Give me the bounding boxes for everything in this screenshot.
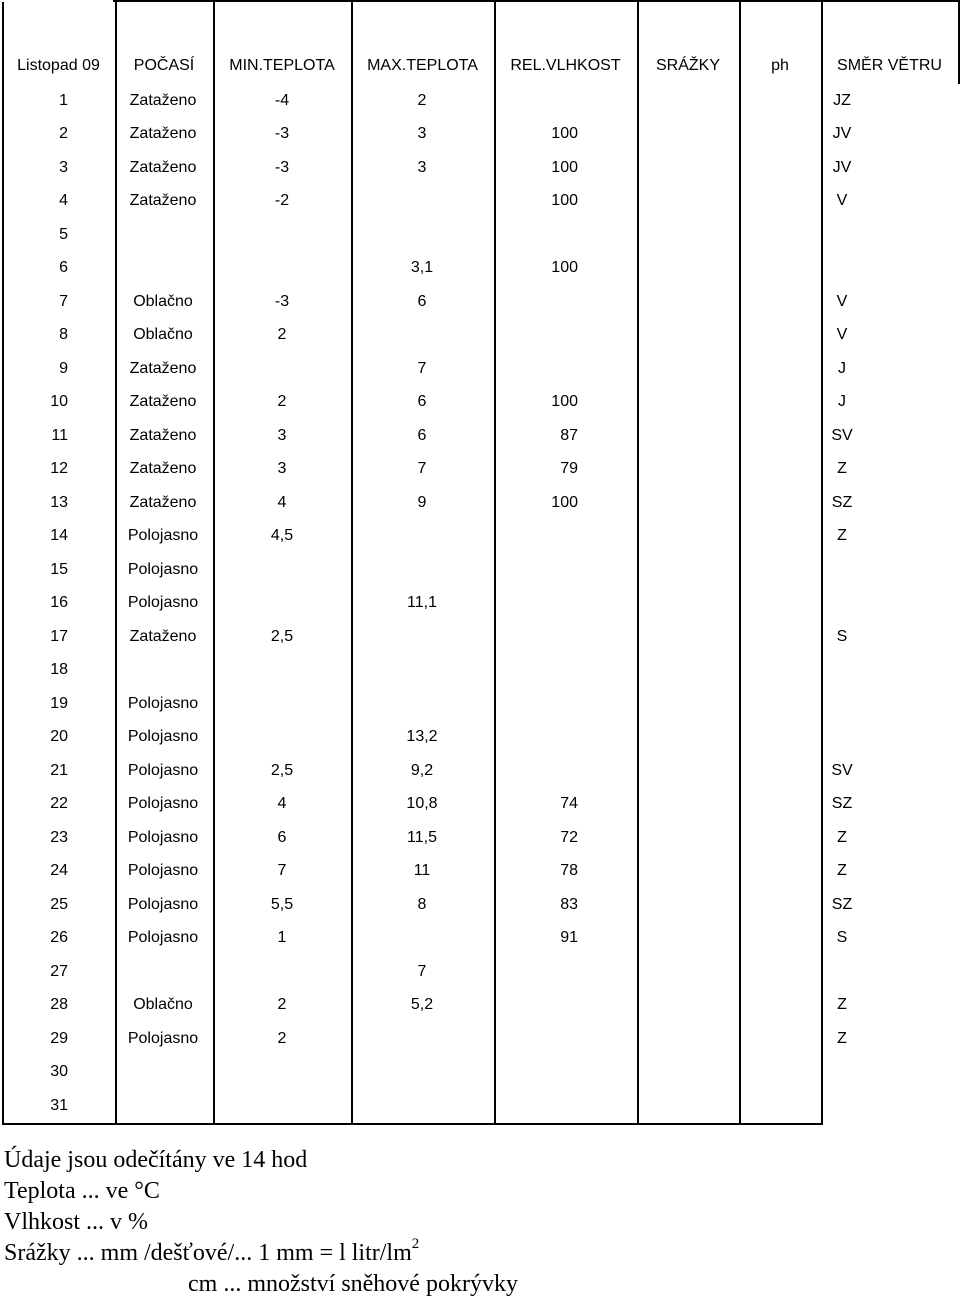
note-reading-time: Údaje jsou odečítány ve 14 hod [4,1147,308,1173]
cell-weather: Polojasno [127,1029,199,1047]
cell-weather: Zataženo [129,393,197,411]
cell-day: 20 [50,728,68,746]
cell-min-temp: 6 [277,828,287,846]
note-temperature-unit: Teplota ... ve °C [4,1178,160,1204]
cell-weather: Oblačno [133,996,193,1014]
cell-day: 8 [59,326,68,344]
cell-max-temp: 9 [417,493,427,511]
cell-day: 25 [50,895,68,913]
header-day: Listopad 09 [17,57,100,74]
header-rel-humidity: REL.VLHKOST [510,57,621,74]
cell-rel-humidity: 100 [551,125,578,143]
cell-day: 23 [50,828,68,846]
cell-rel-humidity: 100 [551,393,578,411]
header-precipitation: SRÁŽKY [655,57,720,74]
cell-rel-humidity: 100 [551,192,578,210]
cell-wind-direction: SZ [831,493,853,511]
cell-rel-humidity: 91 [560,929,578,947]
cell-wind-direction: Z [837,527,847,545]
header-max-temp: MAX.TEPLOTA [367,57,478,74]
cell-weather: Polojasno [127,761,199,779]
cell-weather: Polojasno [127,795,199,813]
cell-day: 2 [59,125,68,143]
note-precipitation-unit [4,1238,518,1269]
header-ph: ph [771,57,789,74]
cell-wind-direction: V [836,292,848,310]
cell-wind-direction: Z [837,1029,847,1047]
notes-section [4,1145,518,1300]
cell-min-temp: -3 [274,292,290,310]
cell-weather: Zataženo [129,359,197,377]
cell-min-temp: -3 [274,125,290,143]
cell-weather: Polojasno [127,929,199,947]
cell-weather: Zataženo [129,91,197,109]
cell-max-temp: 9,2 [410,761,434,779]
cell-day: 21 [50,761,68,779]
cell-min-temp: -2 [274,192,290,210]
cell-weather: Zataženo [129,158,197,176]
cell-day: 30 [50,1063,68,1081]
table-top-border [113,0,960,2]
cell-wind-direction: V [836,326,848,344]
cell-rel-humidity: 87 [560,426,578,444]
column-divider [351,2,353,1123]
cell-weather: Polojasno [127,728,199,746]
cell-max-temp: 6 [417,393,427,411]
column-divider [637,2,639,1123]
cell-wind-direction: SZ [831,895,853,913]
cell-weather: Zataženo [129,493,197,511]
cell-max-temp: 10,8 [406,795,438,813]
cell-min-temp: 2 [277,996,287,1014]
cell-wind-direction: Z [837,460,847,478]
cell-wind-direction: V [836,192,848,210]
column-divider [2,2,4,1123]
cell-weather: Polojasno [127,560,199,578]
cell-day: 24 [50,862,68,880]
cell-weather: Polojasno [127,828,199,846]
cell-min-temp: 3 [277,426,287,444]
column-divider [494,2,496,1123]
cell-wind-direction: SZ [831,795,853,813]
cell-max-temp: 7 [417,962,427,980]
cell-wind-direction: Z [837,862,847,880]
cell-min-temp: 4,5 [270,527,294,545]
cell-wind-direction: J [838,393,846,411]
table-bottom-border [2,1123,823,1125]
cell-min-temp: -3 [274,158,290,176]
cell-wind-direction: S [836,929,848,947]
cell-day: 22 [50,795,68,813]
cell-weather: Oblačno [133,292,193,310]
cell-wind-direction: Z [837,996,847,1014]
cell-max-temp: 5,2 [410,996,434,1014]
note-humidity-unit: Vlhkost ... v % [4,1209,148,1235]
header-weather: POČASÍ [133,57,195,74]
cell-min-temp: 2 [277,393,287,411]
cell-wind-direction: JV [832,125,852,143]
cell-wind-direction: SV [831,426,853,444]
cell-min-temp: -4 [274,91,290,109]
cell-day: 31 [50,1096,68,1114]
cell-max-temp: 2 [417,91,427,109]
cell-day: 17 [50,627,68,645]
cell-min-temp: 3 [277,460,287,478]
cell-day: 6 [59,259,68,277]
cell-rel-humidity: 83 [560,895,578,913]
cell-wind-direction: JZ [833,91,851,109]
cell-max-temp: 13,2 [406,728,438,746]
cell-max-temp: 6 [417,292,427,310]
cell-min-temp: 2,5 [270,627,294,645]
cell-day: 4 [59,192,68,210]
cell-day: 26 [50,929,68,947]
cell-weather: Oblačno [133,326,193,344]
cell-day: 19 [50,694,68,712]
cell-rel-humidity: 78 [560,862,578,880]
cell-max-temp: 3,1 [410,259,434,277]
cell-max-temp: 11,5 [407,828,437,846]
cell-weather: Zataženo [129,125,197,143]
cell-weather: Polojasno [127,594,199,612]
cell-day: 10 [50,393,68,411]
cell-wind-direction: S [836,627,848,645]
cell-min-temp: 5,5 [270,895,294,913]
header-wind-direction: SMĚR VĚTRU [837,57,942,74]
cell-min-temp: 2 [277,326,287,344]
cell-rel-humidity: 72 [560,828,578,846]
cell-day: 12 [50,460,68,478]
cell-weather: Zataženo [129,460,197,478]
cell-max-temp: 11,1 [407,594,437,612]
cell-max-temp: 8 [417,895,427,913]
cell-day: 14 [50,527,68,545]
cell-weather: Polojasno [127,694,199,712]
cell-rel-humidity: 79 [560,460,578,478]
cell-wind-direction: SV [831,761,853,779]
cell-day: 9 [59,359,68,377]
cell-day: 15 [50,560,68,578]
cell-weather: Polojasno [127,527,199,545]
cell-weather: Polojasno [127,862,199,880]
cell-max-temp: 3 [417,125,427,143]
cell-min-temp: 4 [277,493,287,511]
cell-min-temp: 2 [277,1029,287,1047]
cell-day: 3 [59,158,68,176]
note-precipitation-superscript: 2 [411,1236,420,1252]
cell-rel-humidity: 100 [551,158,578,176]
cell-weather: Zataženo [129,627,197,645]
note-precipitation-text: Srážky ... mm /dešťové/... 1 mm = l litr/lm [4,1240,412,1266]
cell-max-temp: 7 [417,359,427,377]
cell-weather: Polojasno [127,895,199,913]
cell-day: 16 [50,594,68,612]
cell-max-temp: 7 [417,460,427,478]
cell-day: 7 [59,292,68,310]
cell-day: 11 [51,426,68,444]
cell-day: 29 [50,1029,68,1047]
cell-wind-direction: JV [832,158,852,176]
cell-day: 27 [50,962,68,980]
column-divider [739,2,741,1123]
cell-rel-humidity: 74 [560,795,578,813]
cell-day: 28 [50,996,68,1014]
cell-rel-humidity: 100 [551,493,578,511]
cell-weather: Zataženo [129,192,197,210]
cell-min-temp: 1 [277,929,287,947]
cell-rel-humidity: 100 [551,259,578,277]
cell-min-temp: 2,5 [270,761,294,779]
cell-day: 5 [59,225,68,243]
cell-wind-direction: Z [837,828,847,846]
cell-max-temp: 11 [413,862,431,880]
header-min-temp: MIN.TEPLOTA [229,57,335,74]
cell-day: 13 [50,493,68,511]
cell-day: 18 [50,661,68,679]
cell-min-temp: 7 [277,862,287,880]
note-snow-cover: cm ... množství sněhové pokrývky [188,1271,518,1297]
cell-day: 1 [59,91,68,109]
cell-max-temp: 3 [417,158,427,176]
cell-min-temp: 4 [277,795,287,813]
cell-max-temp: 6 [417,426,427,444]
cell-wind-direction: J [838,359,846,377]
cell-weather: Zataženo [129,426,197,444]
